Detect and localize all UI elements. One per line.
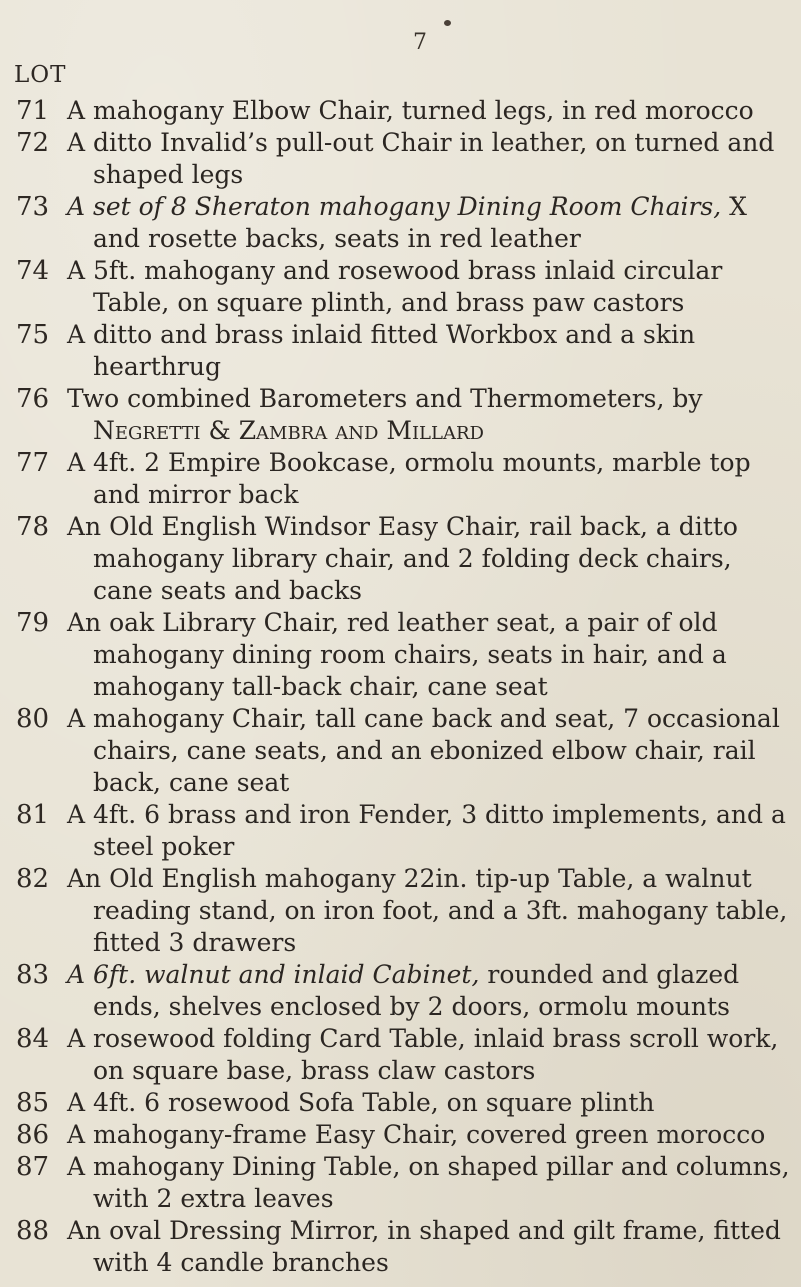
lot-item — [0, 607, 801, 703]
lot-description — [46, 191, 801, 255]
lot-item — [0, 1151, 801, 1215]
lot-number: 82 — [16, 864, 50, 894]
lot-description: A 4ft. 6 brass and iron Fender, 3 ditto implements, and a steel poker — [67, 800, 786, 861]
lot-item — [0, 191, 801, 255]
lot-description: An oval Dressing Mirror, in shaped and gilt frame, fitted with 4 candle branches — [67, 1216, 781, 1277]
lot-description — [46, 959, 801, 1023]
lot-description: A ditto and brass inlaid fitted Workbox and a skin hearthrug — [67, 320, 696, 381]
lot-number: 81 — [16, 800, 50, 830]
lot-description: A rosewood folding Card Table, inlaid brass scroll work, on square base, brass claw castors — [67, 1024, 779, 1085]
lot-description-makers: Negretti & Zambra and Millard — [93, 416, 484, 445]
lot-number: 80 — [16, 704, 50, 734]
lot-number: 73 — [16, 192, 50, 222]
lot-description: A 4ft. 6 rosewood Sofa Table, on square plinth — [67, 1088, 655, 1117]
lot-number: 77 — [16, 448, 50, 478]
lot-description — [46, 383, 801, 447]
lot-number: 86 — [16, 1120, 50, 1150]
lot-item — [0, 1215, 801, 1279]
lot-item — [0, 511, 801, 607]
lot-item — [0, 319, 801, 383]
lot-description-rest: X and rosette backs, seats in red leather — [93, 192, 747, 253]
lot-description-rest: rounded and glazed ends, shelves enclosed by 2 doors, ormolu mounts — [93, 960, 740, 1021]
lot-item — [0, 255, 801, 319]
lot-item — [0, 863, 801, 959]
lot-number: 79 — [16, 608, 50, 638]
lot-number: 84 — [16, 1024, 50, 1054]
lot-item — [0, 95, 801, 127]
lot-item — [0, 703, 801, 799]
lot-number: 74 — [16, 256, 50, 286]
lot-item — [0, 959, 801, 1023]
lot-number: 78 — [16, 512, 50, 542]
lot-list — [0, 95, 801, 1279]
lot-item — [0, 447, 801, 511]
lot-description: A 5ft. mahogany and rosewood brass inlaid circular Table, on square plinth, and brass paw castors — [67, 256, 723, 317]
lot-description: A mahogany Dining Table, on shaped pillar and columns, with 2 extra leaves — [67, 1152, 790, 1213]
lot-item — [0, 1087, 801, 1119]
ink-dot — [444, 20, 451, 26]
lot-description: A mahogany-frame Easy Chair, covered green morocco — [67, 1120, 766, 1149]
lot-column-header: LOT — [14, 62, 67, 88]
lot-description: A 4ft. 2 Empire Bookcase, ormolu mounts, marble top and mirror back — [67, 448, 751, 509]
lot-number: 88 — [16, 1216, 50, 1246]
lot-description-italic: A 6ft. walnut and inlaid Cabinet, — [67, 960, 480, 989]
lot-number: 83 — [16, 960, 50, 990]
lot-description: An Old English Windsor Easy Chair, rail back, a ditto mahogany library chair, and 2 folding deck chairs, cane seats and backs — [67, 512, 738, 605]
lot-number: 85 — [16, 1088, 50, 1118]
lot-number: 72 — [16, 128, 50, 158]
lot-item — [0, 1023, 801, 1087]
lot-description-italic: A set of 8 Sheraton mahogany Dining Room Chairs, — [67, 192, 722, 221]
lot-description: An oak Library Chair, red leather seat, a pair of old mahogany dining room chairs, seats in hair, and a mahogany tall-back chair, cane seat — [67, 608, 727, 701]
lot-description: A mahogany Elbow Chair, turned legs, in red morocco — [67, 96, 754, 125]
lot-description: An Old English mahogany 22in. tip-up Table, a walnut reading stand, on iron foot, and a 3ft. mahogany table, fitted 3 drawers — [67, 864, 788, 957]
lot-number: 71 — [16, 96, 50, 126]
lot-number: 75 — [16, 320, 50, 350]
lot-item — [0, 383, 801, 447]
page-number: 7 — [413, 30, 427, 55]
lot-item — [0, 799, 801, 863]
lot-description-prefix: Two combined Barometers and Thermometers, by — [67, 384, 703, 413]
lot-item — [0, 127, 801, 191]
lot-description: A mahogany Chair, tall cane back and seat, 7 occasional chairs, cane seats, and an ebonized elbow chair, rail back, cane seat — [67, 704, 780, 797]
lot-number: 87 — [16, 1152, 50, 1182]
lot-number: 76 — [16, 384, 50, 414]
lot-description: A ditto Invalid’s pull-out Chair in leather, on turned and shaped legs — [67, 128, 775, 189]
lot-item — [0, 1119, 801, 1151]
